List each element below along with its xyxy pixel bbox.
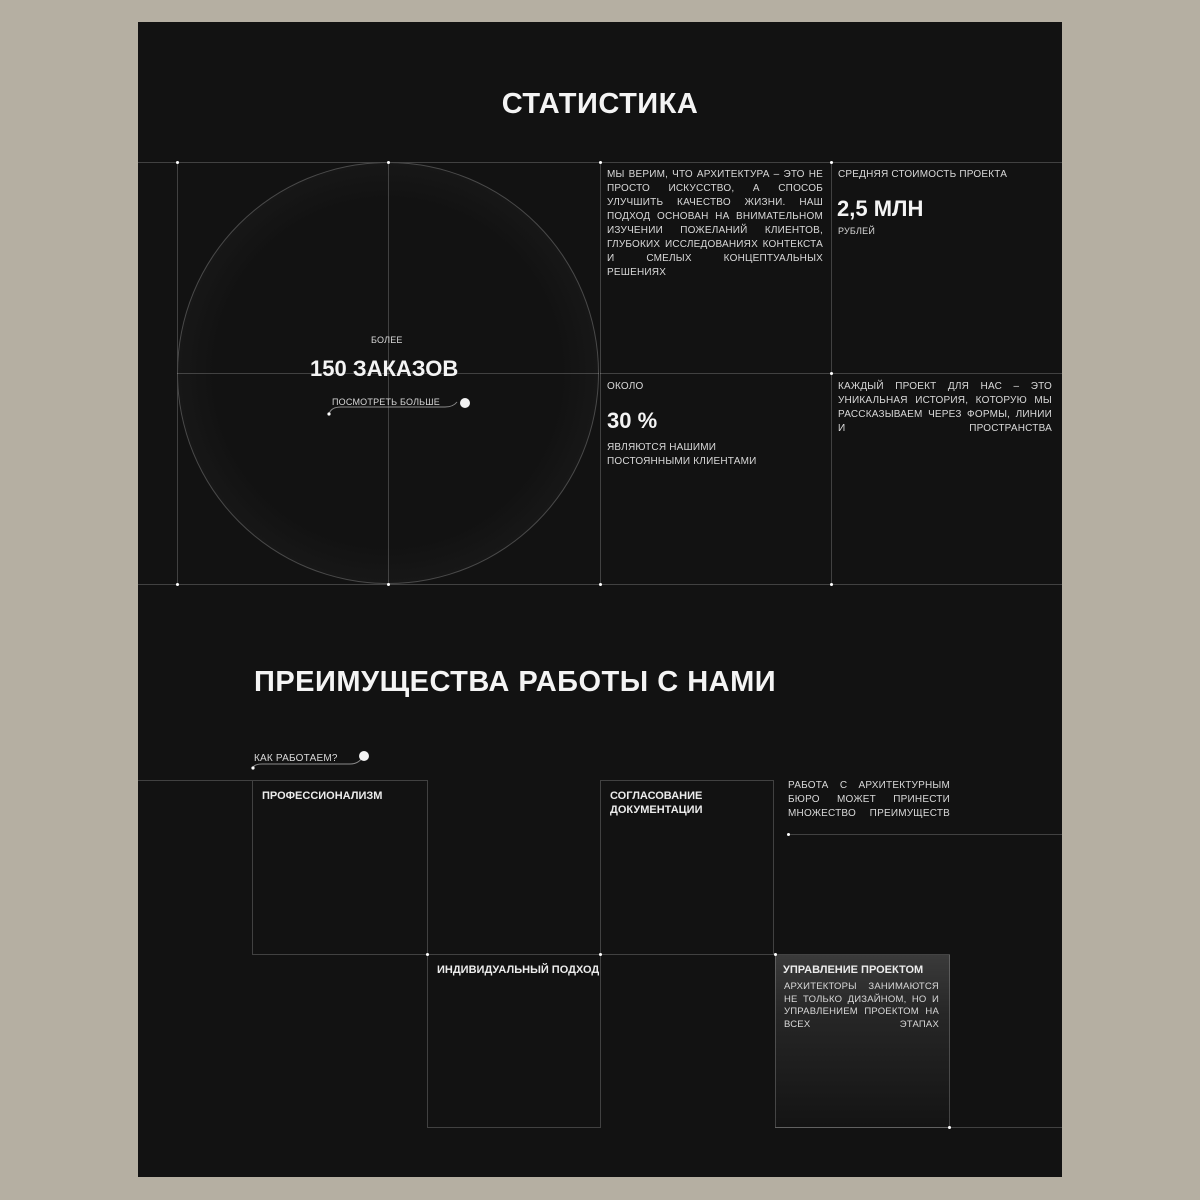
grid-dot (830, 161, 833, 164)
grid-dot (787, 833, 790, 836)
grid-dot (387, 583, 390, 586)
card-individual (427, 954, 601, 1128)
benefits-intro: РАБОТА С АРХИТЕКТУРНЫМ БЮРО МОЖЕТ ПРИНЕСТИ МНОЖЕСТВО ПРЕИМУЩЕСТВ (788, 780, 950, 819)
orders-caption: БОЛЕЕ (371, 335, 403, 345)
card-individual-title: ИНДИВИДУАЛЬНЫЙ ПОДХОД (437, 964, 600, 976)
grid-dot (830, 583, 833, 586)
avg-cost-unit: РУБЛЕЙ (838, 226, 876, 236)
grid-dot (599, 953, 602, 956)
presentation-page (138, 22, 1062, 1177)
grid-dot (948, 1126, 951, 1129)
grid-dot (774, 953, 777, 956)
orders-value: 150 ЗАКАЗОВ (310, 356, 459, 381)
regulars-note: ЯВЛЯЮТСЯ НАШИМИ ПОСТОЯННЫМИ КЛИЕНТАМИ (607, 442, 757, 467)
regulars-value: 30 % (607, 408, 658, 433)
see-more-link[interactable]: ПОСМОТРЕТЬ БОЛЬШЕ (332, 397, 440, 407)
card-professionalism (252, 780, 428, 955)
avg-cost-value: 2,5 МЛН (837, 196, 924, 221)
story-text: КАЖДЫЙ ПРОЕКТ ДЛЯ НАС – ЭТО УНИКАЛЬНАЯ ИСТОРИЯ, КОТОРУЮ МЫ РАССКАЗЫВАЕМ ЧЕРЕЗ ФОРМЫ, ЛИНИИ И ПРОСТРАНСТВА (838, 381, 1052, 434)
how-we-work-dot-icon[interactable] (359, 751, 369, 761)
card-management-title: УПРАВЛЕНИЕ ПРОЕКТОМ (783, 964, 924, 976)
card-professionalism-title: ПРОФЕССИОНАЛИЗМ (262, 790, 383, 802)
grid-dot (176, 161, 179, 164)
benefits-title: ПРЕИМУЩЕСТВА РАБОТЫ С НАМИ (254, 666, 777, 698)
grid-dot (426, 953, 429, 956)
card-management (775, 954, 950, 1128)
see-more-dot-icon[interactable] (460, 398, 470, 408)
grid-dot (176, 583, 179, 586)
how-we-work-link[interactable]: КАК РАБОТАЕМ? (254, 753, 338, 764)
grid-dot (387, 161, 390, 164)
card-documentation-title: СОГЛАСОВАНИЕ ДОКУМЕНТАЦИИ (610, 790, 703, 816)
grid-dot (599, 583, 602, 586)
stats-title: СТАТИСТИКА (501, 88, 699, 120)
grid-line (600, 162, 601, 584)
grid-line (788, 834, 1062, 835)
card-documentation (600, 780, 774, 955)
see-more-connector (323, 394, 473, 434)
avg-cost-caption: СРЕДНЯЯ СТОИМОСТЬ ПРОЕКТА (838, 169, 1008, 180)
philosophy-text: МЫ ВЕРИМ, ЧТО АРХИТЕКТУРА – ЭТО НЕ ПРОСТО ИСКУССТВО, А СПОСОБ УЛУЧШИТЬ КАЧЕСТВО ЖИЗНИ. НАШ ПОДХОД ОСНОВАН НА ВНИМАТЕЛЬНОМ ИЗУЧЕНИИ ПОЖЕЛАНИЙ КЛИЕНТОВ, ГЛУБОКИХ ИССЛЕДОВАНИЯХ КОНТЕКСТА И СМЕЛЫХ КОНЦЕПТУАЛЬНЫХ РЕШЕНИЯХ (607, 169, 823, 278)
regulars-caption: ОКОЛО (607, 381, 644, 392)
grid-line (138, 780, 252, 781)
card-management-text: АРХИТЕКТОРЫ ЗАНИМАЮТСЯ НЕ ТОЛЬКО ДИЗАЙНОМ, НО И УПРАВЛЕНИЕМ ПРОЕКТОМ НА ВСЕХ ЭТАПАХ (784, 981, 939, 1030)
grid-dot (599, 161, 602, 164)
grid-dot (830, 372, 833, 375)
grid-line (949, 1127, 1062, 1128)
